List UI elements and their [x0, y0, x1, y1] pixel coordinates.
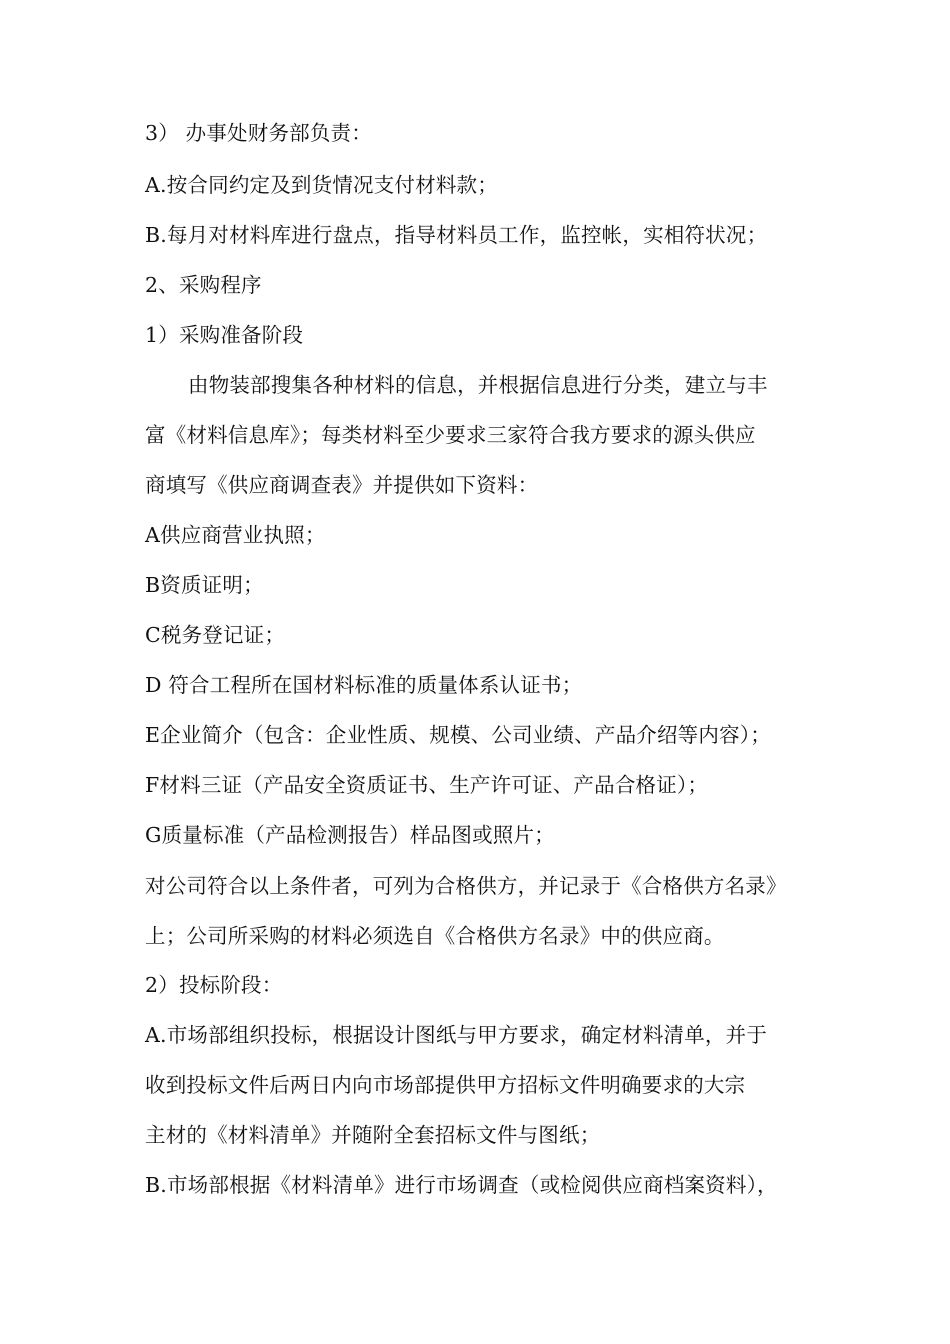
list-item: E企业简介（包含：企业性质、规模、公司业绩、产品介绍等内容）； [145, 723, 771, 747]
list-item: B资质证明； [145, 573, 264, 597]
paragraph-line: A.市场部组织投标，根据设计图纸与甲方要求，确定材料清单，并于 [145, 1023, 768, 1047]
subsection-heading: 1）采购准备阶段 [145, 323, 304, 347]
paragraph-line: 对公司符合以上条件者，可列为合格供方，并记录于《合格供方名录》 [145, 874, 787, 898]
subsection-heading: 2）投标阶段： [145, 973, 283, 997]
paragraph-line: 富《材料信息库》；每类材料至少要求三家符合我方要求的源头供应 [145, 423, 756, 447]
list-item: F材料三证（产品安全资质证书、生产许可证、产品合格证）； [145, 773, 709, 797]
text-line: 3） 办事处财务部负责： [145, 121, 372, 145]
paragraph-line: 由物装部搜集各种材料的信息，并根据信息进行分类，建立与丰 [188, 373, 768, 397]
list-item: A供应商营业执照； [145, 523, 326, 547]
text-line: B.每月对材料库进行盘点，指导材料员工作，监控帐，实相符状况； [145, 223, 768, 247]
paragraph-line: 收到投标文件后两日内向市场部提供甲方招标文件明确要求的大宗 [145, 1073, 746, 1097]
section-heading: 2、采购程序 [145, 273, 262, 297]
paragraph-line: B.市场部根据《材料清单》进行市场调查（或检阅供应商档案资料）， [145, 1173, 778, 1197]
paragraph-line: 商填写《供应商调查表》并提供如下资料： [145, 473, 539, 497]
paragraph-line: 上；公司所采购的材料必须选自《合格供方名录》中的供应商。 [145, 924, 725, 948]
paragraph-line: 主材的《材料清单》并随附全套招标文件与图纸； [145, 1123, 601, 1147]
list-item: D 符合工程所在国材料标准的质量体系认证书； [145, 673, 583, 697]
list-item: C税务登记证； [145, 623, 286, 647]
text-line: A.按合同约定及到货情况支付材料款； [145, 173, 498, 197]
list-item: G质量标准（产品检测报告）样品图或照片； [145, 823, 555, 847]
